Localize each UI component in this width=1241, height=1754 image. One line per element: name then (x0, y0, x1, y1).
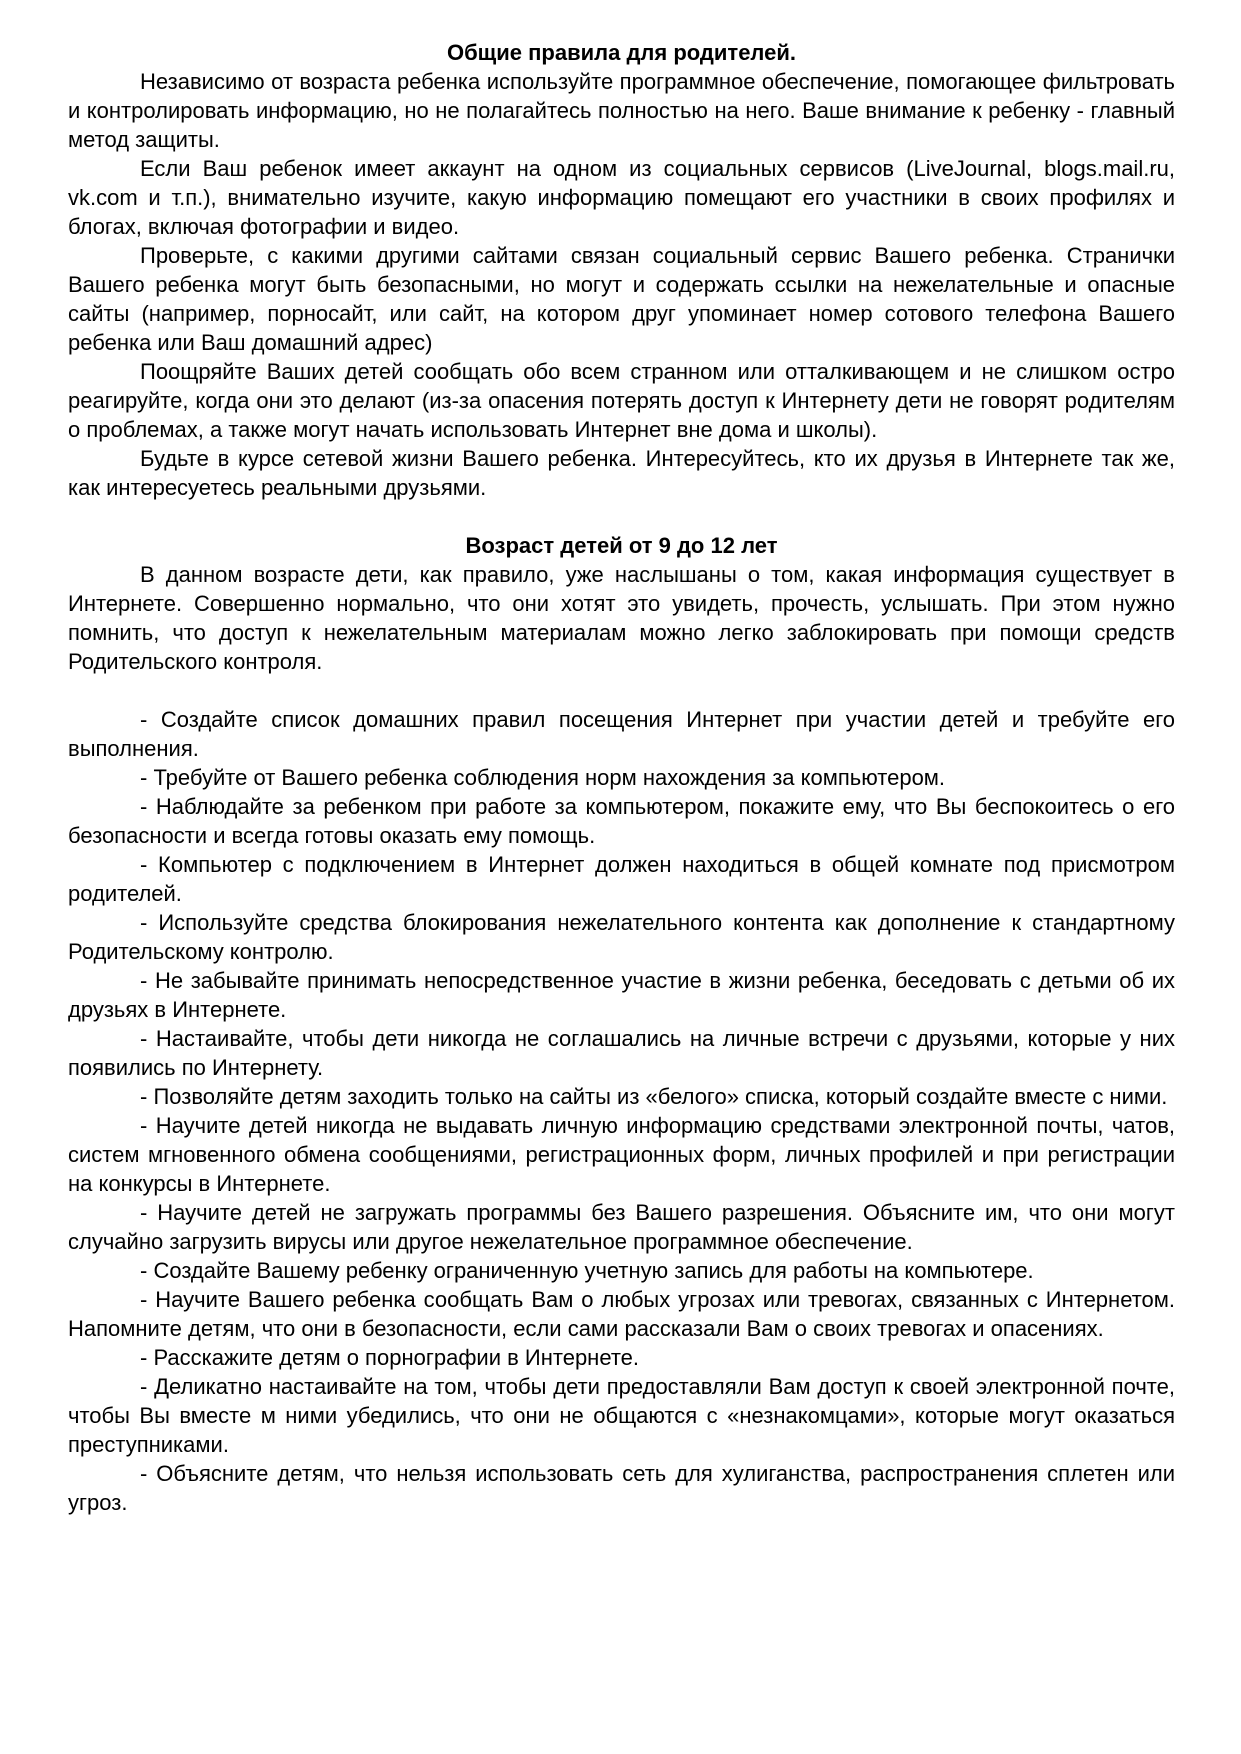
intro-paragraph: В данном возрасте дети, как правило, уже наслышаны о том, какая информация существует в Интернете. Совершенно нормально, что они хотят это увидеть, прочесть, услышать. При этом нужно помнить, что доступ к нежелательным материалам можно легко заблокировать при помощи средств Родительского контроля. (68, 562, 1175, 674)
list-item: - Расскажите детям о порнографии в Интернете. (140, 1345, 640, 1370)
list-item: - Наблюдайте за ребенком при работе за компьютером, покажите ему, что Вы беспокоитесь о его безопасности и всегда готовы оказать ему помощь. (68, 794, 1175, 848)
list-item: - Компьютер с подключением в Интернет должен находиться в общей комнате под присмотром родителей. (68, 852, 1175, 906)
spacer (68, 676, 1175, 705)
list-item: - Требуйте от Вашего ребенка соблюдения норм нахождения за компьютером. (140, 765, 946, 790)
list-item: - Создайте список домашних правил посещения Интернет при участии детей и требуйте его выполнения. (68, 707, 1175, 761)
list-item: - Используйте средства блокирования нежелательного контента как дополнение к стандартному Родительскому контролю. (68, 910, 1175, 964)
list-item: - Позволяйте детям заходить только на сайты из «белого» списка, который создайте вместе с ними. (140, 1084, 1168, 1109)
list-item: - Настаивайте, чтобы дети никогда не соглашались на личные встречи с друзьями, которые у них появились по Интернету. (68, 1026, 1175, 1080)
list-item: - Научите детей никогда не выдавать личную информацию средствами электронной почты, чатов, систем мгновенного обмена сообщениями, регистрационных форм, личных профилей и при регистрации на конкурсы в Интернете. (68, 1113, 1175, 1196)
section-title-general-rules: Общие правила для родителей. (446, 40, 796, 65)
list-item: - Деликатно настаивайте на том, чтобы дети предоставляли Вам доступ к своей электронной почте, чтобы Вы вместе м ними убедились, что они не общаются с «незнакомцами», которые могут оказаться преступниками. (68, 1374, 1175, 1457)
document-page (68, 38, 1175, 1517)
list-item: - Объясните детям, что нельзя использовать сеть для хулиганства, распространения сплетен или угроз. (68, 1461, 1175, 1515)
list-item: - Научите детей не загружать программы без Вашего разрешения. Объясните им, что они могут случайно загрузить вирусы или другое нежелательное программное обеспечение. (68, 1200, 1175, 1254)
paragraph: Проверьте, с какими другими сайтами связан социальный сервис Вашего ребенка. Странички Вашего ребенка могут быть безопасными, но могут и содержать ссылки на нежелательные и опасные сайты (например, порносайт, или сайт, на котором друг упоминает номер сотового телефона Вашего ребенка или Ваш домашний адрес) (68, 243, 1175, 355)
paragraph: Независимо от возраста ребенка используйте программное обеспечение, помогающее фильтровать и контролировать информацию, но не полагайтесь полностью на него. Ваше внимание к ребенку - главный метод защиты. (68, 69, 1175, 152)
paragraph: Поощряйте Ваших детей сообщать обо всем странном или отталкивающем и не слишком остро реагируйте, когда они это делают (из-за опасения потерять доступ к Интернету дети не говорят родителям о проблемах, а также могут начать использовать Интернет вне дома и школы). (68, 359, 1175, 442)
spacer (68, 502, 1175, 531)
list-item: - Не забывайте принимать непосредственное участие в жизни ребенка, беседовать с детьми об их друзьях в Интернете. (68, 968, 1175, 1022)
section-title-age-9-12: Возраст детей от 9 до 12 лет (465, 533, 778, 558)
list-item: - Научите Вашего ребенка сообщать Вам о любых угрозах или тревогах, связанных с Интернетом. Напомните детям, что они в безопасности, если сами рассказали Вам о своих тревогах и опасениях. (68, 1287, 1175, 1341)
paragraph: Будьте в курсе сетевой жизни Вашего ребенка. Интересуйтесь, кто их друзья в Интернете так же, как интересуетесь реальными друзьями. (68, 446, 1175, 500)
paragraph: Если Ваш ребенок имеет аккаунт на одном из социальных сервисов (LiveJournal, blogs.mail.ru, vk.com и т.п.), внимательно изучите, какую информацию помещают его участники в своих профилях и блогах, включая фотографии и видео. (68, 156, 1175, 239)
list-item: - Создайте Вашему ребенку ограниченную учетную запись для работы на компьютере. (140, 1258, 1034, 1283)
